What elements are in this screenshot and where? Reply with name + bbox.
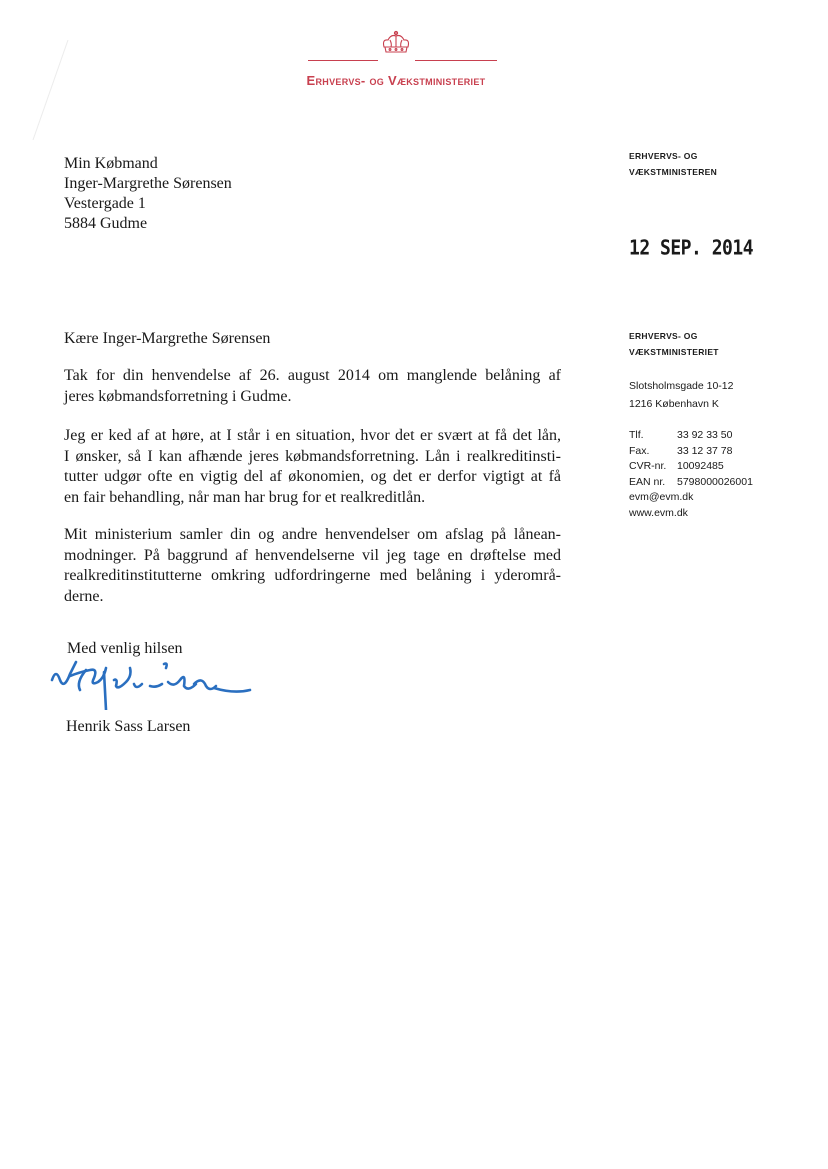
paragraph-line: derne. (64, 587, 104, 605)
sidebar-address (629, 377, 733, 413)
contact-label: CVR-nr. (629, 460, 667, 473)
paragraph-line: en fair behandling, når man har brug for et realkreditlån. (64, 488, 426, 506)
contact-label: Tlf. (629, 429, 644, 441)
recipient-line: 5884 Gudme (64, 215, 148, 232)
address-line: Slotsholmsgade 10-12 (629, 380, 734, 392)
ministry-title: Erhvervs- og Vækstministeriet (306, 73, 486, 88)
paragraph-line: modninger. På baggrund af henvendelserne vil jeg tage en drøftelse med (64, 546, 561, 564)
contact-label: EAN nr. (629, 475, 666, 488)
recipient-line: Inger-Margrethe Sørensen (64, 175, 232, 192)
contact-value: 5798000026001 (677, 475, 753, 488)
paragraph-1 (64, 366, 561, 407)
website-link[interactable]: www.evm.dk (629, 506, 688, 519)
paragraph-line: Jeg er ked af at høre, at I står i en situation, hvor det er svært at få det lån, (64, 427, 561, 444)
contact-value: 10092485 (677, 460, 724, 473)
paragraph-line: Mit ministerium samler din og andre henvendelser om afslag på lånean- (64, 526, 561, 543)
sidebar-contact (629, 428, 753, 522)
closing: Med venlig hilsen (67, 640, 183, 657)
contact-label: Fax. (629, 444, 650, 457)
recipient-line: Min Købmand (64, 155, 158, 172)
paragraph-line: jeres købmandsforretning i Gudme. (64, 387, 292, 405)
paragraph-2 (64, 426, 561, 508)
recipient-line: Vestergade 1 (64, 195, 146, 212)
recipient-address (64, 154, 232, 234)
contact-row-phone (629, 428, 753, 444)
ministry-line: ERHVERVS- OG (629, 331, 698, 341)
minister-line: VÆKSTMINISTEREN (629, 167, 718, 177)
contact-row-ean (629, 475, 753, 491)
header-rule-left (308, 60, 378, 61)
sidebar-ministry (629, 328, 719, 360)
email-link[interactable]: evm@evm.dk (629, 491, 694, 504)
date-stamp: 12 SEP. 2014 (629, 236, 754, 261)
paragraph-line: I ønsker, så I kan afhænde jeres købmandsforretning. Lån i realkreditinsti- (64, 447, 561, 465)
ministry-line: VÆKSTMINISTERIET (629, 347, 719, 357)
address-line: 1216 København K (629, 398, 719, 410)
sender-name: Henrik Sass Larsen (66, 718, 191, 735)
paragraph-line: realkreditinstitutterne omkring udfordringerne med belåning i yderområ- (64, 567, 561, 584)
salutation: Kære Inger-Margrethe Sørensen (64, 330, 271, 347)
scan-artifact (28, 40, 78, 140)
contact-row-fax (629, 444, 753, 460)
paragraph-3 (64, 525, 561, 607)
paragraph-line: tutter udgør ofte en vigtig del af økonomien, og det er derfor vigtigt at få (64, 468, 561, 485)
handwritten-signature (46, 650, 256, 710)
contact-row-cvr (629, 459, 753, 475)
contact-value: 33 12 37 78 (677, 444, 733, 457)
crown-icon (379, 30, 413, 60)
minister-line: ERHVERVS- OG (629, 151, 698, 161)
contact-value: 33 92 33 50 (677, 429, 733, 441)
header-rule-right (415, 60, 497, 61)
paragraph-line: Tak for din henvendelse af 26. august 2014 om manglende belåning af (64, 367, 561, 384)
sidebar-minister (629, 148, 717, 180)
